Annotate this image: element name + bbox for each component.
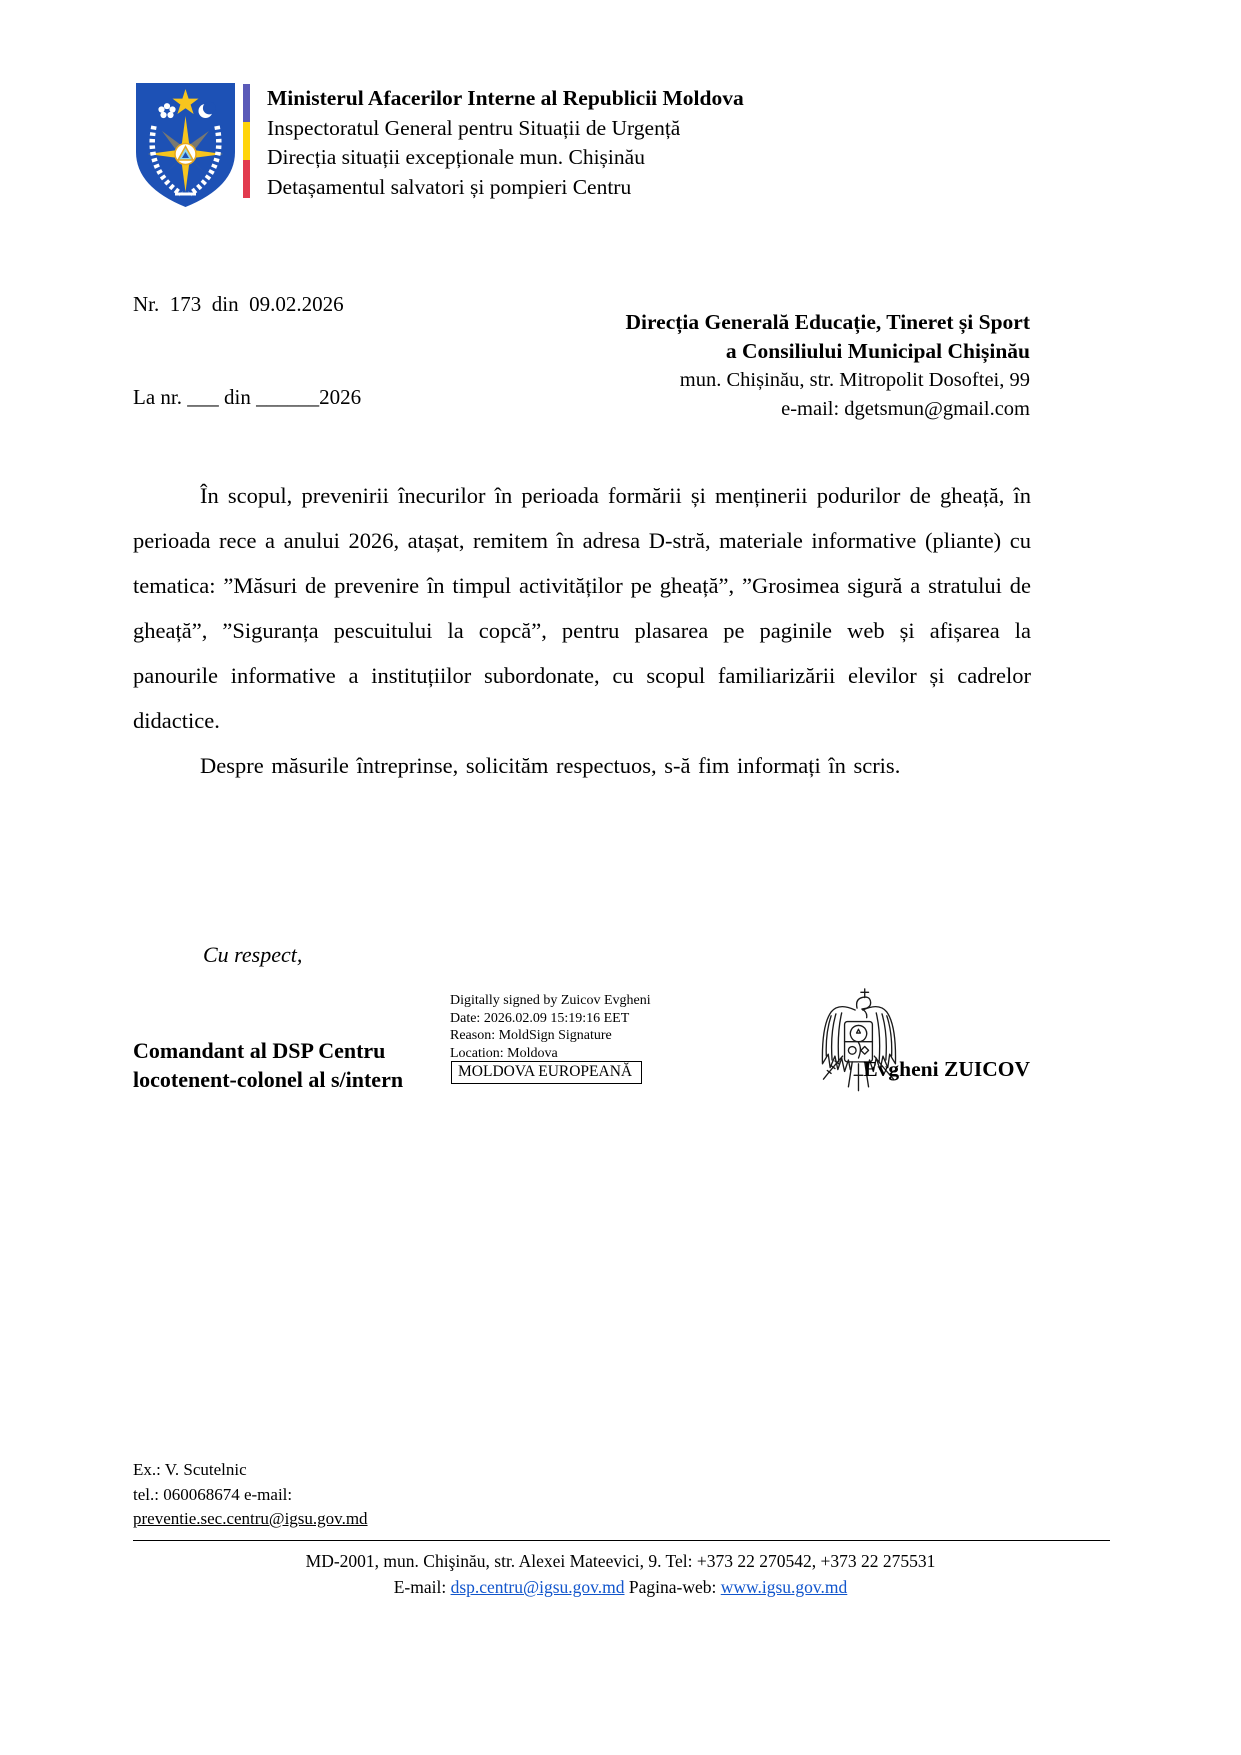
- igsu-shield-emblem-icon: [133, 80, 238, 210]
- outgoing-number-line: Nr. 173 din 09.02.2026: [133, 292, 344, 316]
- org-line-ministry: Ministerul Afacerilor Interne al Republicii Moldova: [267, 86, 744, 110]
- footer-email-label: E-mail:: [393, 1577, 451, 1597]
- org-line-direction: Direcția situații excepționale mun. Chișinău: [267, 145, 645, 169]
- closing-salutation: Cu respect,: [203, 942, 303, 967]
- recipient-email: e-mail: dgetsmun@gmail.com: [781, 398, 1030, 420]
- incoming-number-line: La nr. ___ din ______2026: [133, 385, 362, 409]
- recipient-name-line2: a Consiliului Municipal Chișinău: [725, 339, 1030, 363]
- flag-blue-segment: [243, 84, 250, 122]
- flag-red-segment: [243, 160, 250, 198]
- footer-email-link[interactable]: dsp.centru@igsu.gov.md: [450, 1577, 625, 1597]
- org-header: [267, 84, 744, 202]
- body-paragraph-2: Despre măsurile întreprinse, solicităm respectuos, s-ă fim informați în scris.: [200, 753, 901, 778]
- footer-separator-line: [133, 1540, 1110, 1541]
- executor-name: Ex.: V. Scutelnic: [133, 1460, 247, 1479]
- executor-block: [133, 1458, 368, 1532]
- footer-address-line: MD-2001, mun. Chişinău, str. Alexei Mateevici, 9. Tel: +373 22 270542, +373 22 275531: [305, 1551, 936, 1571]
- footer-web-link[interactable]: www.igsu.gov.md: [720, 1577, 848, 1597]
- body-paragraph-1: În scopul, prevenirii înecurilor în perioada formării și menținerii podurilor de gheață, în perioada rece a anului 2026, atașat, remitem în adresa D-stră, materiale informative (pliante) cu tematica: ”Măsuri de prevenire în timpul activităților pe gheață”, ”Grosimea sigură a stratului de gheață”, ”Siguranța pescuitului la copcă”, pentru plasarea pe paginile web și afișarea la panourile informative a instituțiilor subordonate, cu scopul familiarizării elevilor și cadrelor didactice.: [133, 483, 1031, 733]
- footer-contact-line: [0, 1574, 1241, 1600]
- signer-name: Evgheni ZUICOV: [863, 1057, 1030, 1081]
- footer-web-label: Pagina-web:: [624, 1577, 721, 1597]
- signer-title-line1: Comandant al DSP Centru: [133, 1038, 386, 1063]
- stamp-date: Date: 2026.02.09 15:19:16 EET: [450, 1010, 630, 1026]
- executor-email-link[interactable]: preventie.sec.centru@igsu.gov.md: [133, 1509, 368, 1528]
- org-line-detachment: Detașamentul salvatori și pompieri Centru: [267, 174, 632, 199]
- page-footer: [0, 1548, 1241, 1600]
- executor-phone: tel.: 060068674 e-mail:: [133, 1484, 293, 1504]
- digital-signature-details: [450, 992, 651, 1062]
- moldova-europeana-stamp-box: MOLDOVA EUROPEANĂ: [451, 1061, 642, 1084]
- recipient-name-line1: Direcția Generală Educație, Tineret și Sport: [625, 310, 1030, 334]
- flag-yellow-segment: [243, 122, 250, 160]
- signer-title: [133, 1036, 403, 1094]
- stamp-location: Location: Moldova: [450, 1045, 558, 1061]
- stamp-signed-by: Digitally signed by Zuicov Evgheni: [450, 993, 651, 1008]
- recipient-address: mun. Chișinău, str. Mitropolit Dosoftei, 99: [679, 369, 1030, 391]
- stamp-reason: Reason: MoldSign Signature: [450, 1028, 612, 1043]
- moldova-tricolor-bar: [243, 84, 250, 198]
- reference-block: [133, 227, 361, 475]
- signer-title-line2: locotenent-colonel al s/intern: [133, 1067, 404, 1092]
- org-line-inspectorate: Inspectoratul General pentru Situații de Urgență: [267, 115, 681, 140]
- recipient-block: [626, 308, 1030, 424]
- moldova-coat-of-arms-eagle-icon: [810, 985, 906, 1109]
- letter-body: [133, 473, 1031, 788]
